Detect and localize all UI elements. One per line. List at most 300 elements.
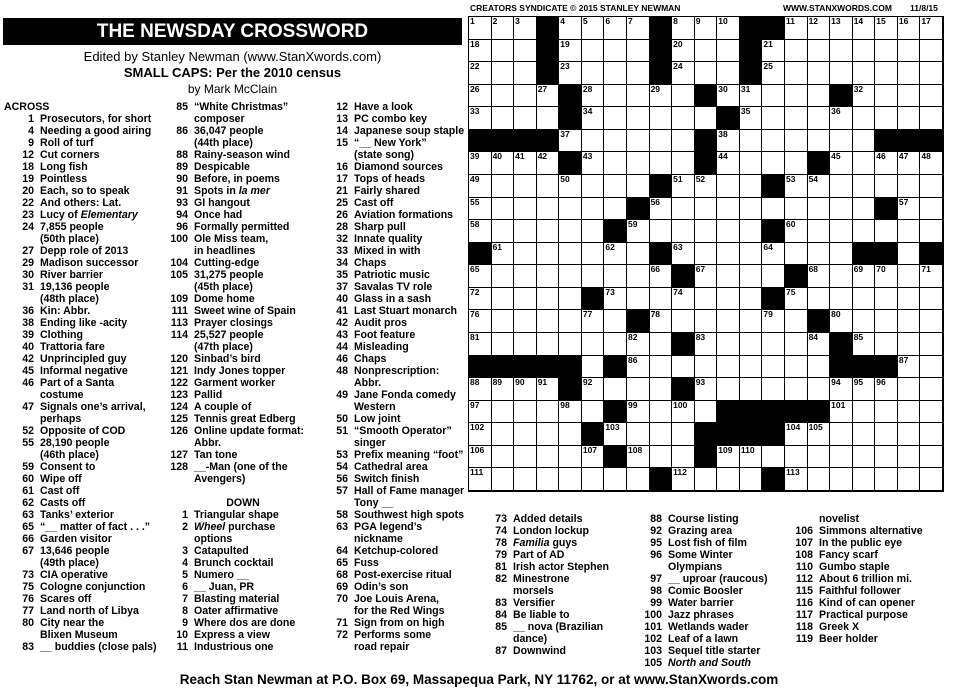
grid-cell[interactable] — [650, 378, 673, 401]
grid-cell[interactable] — [920, 85, 943, 108]
grid-cell[interactable] — [717, 152, 740, 175]
grid-cell[interactable] — [762, 310, 785, 333]
grid-cell[interactable] — [650, 198, 673, 221]
grid-cell[interactable] — [650, 310, 673, 333]
grid-cell[interactable] — [717, 40, 740, 63]
grid-cell[interactable] — [537, 85, 560, 108]
grid-cell[interactable] — [469, 265, 492, 288]
grid-cell[interactable] — [740, 288, 763, 311]
grid-cell[interactable] — [582, 220, 605, 243]
grid-cell[interactable] — [672, 243, 695, 266]
grid-cell[interactable] — [762, 356, 785, 379]
grid-cell[interactable] — [808, 17, 831, 40]
grid-cell[interactable] — [604, 40, 627, 63]
grid-cell[interactable] — [830, 446, 853, 469]
grid-cell[interactable] — [853, 130, 876, 153]
grid-cell[interactable] — [559, 288, 582, 311]
grid-cell[interactable] — [537, 288, 560, 311]
grid-cell[interactable] — [514, 378, 537, 401]
grid-cell[interactable] — [627, 152, 650, 175]
grid-cell[interactable] — [920, 152, 943, 175]
grid-cell[interactable] — [875, 378, 898, 401]
grid-cell[interactable] — [830, 40, 853, 63]
grid-cell[interactable] — [537, 220, 560, 243]
grid-cell[interactable] — [762, 333, 785, 356]
grid-cell[interactable] — [853, 401, 876, 424]
grid-cell[interactable] — [627, 446, 650, 469]
grid-cell[interactable] — [920, 356, 943, 379]
grid-cell[interactable] — [650, 107, 673, 130]
grid-cell[interactable] — [808, 175, 831, 198]
grid-cell[interactable] — [920, 468, 943, 491]
grid-cell[interactable] — [582, 265, 605, 288]
grid-cell[interactable] — [695, 175, 718, 198]
grid-cell[interactable] — [559, 243, 582, 266]
grid-cell[interactable] — [559, 446, 582, 469]
grid-cell[interactable] — [469, 288, 492, 311]
grid-cell[interactable] — [808, 468, 831, 491]
grid-cell[interactable] — [762, 130, 785, 153]
grid-cell[interactable] — [492, 175, 515, 198]
grid-cell[interactable] — [492, 152, 515, 175]
grid-cell[interactable] — [898, 265, 921, 288]
grid-cell[interactable] — [808, 423, 831, 446]
grid-cell[interactable] — [650, 333, 673, 356]
grid-cell[interactable] — [492, 265, 515, 288]
grid-cell[interactable] — [650, 130, 673, 153]
grid-cell[interactable] — [537, 310, 560, 333]
grid-cell[interactable] — [762, 85, 785, 108]
grid-cell[interactable] — [830, 107, 853, 130]
grid-cell[interactable] — [785, 220, 808, 243]
grid-cell[interactable] — [650, 220, 673, 243]
grid-cell[interactable] — [808, 220, 831, 243]
grid-cell[interactable] — [469, 310, 492, 333]
grid-cell[interactable] — [559, 310, 582, 333]
grid-cell[interactable] — [717, 130, 740, 153]
grid-cell[interactable] — [627, 40, 650, 63]
grid-cell[interactable] — [650, 265, 673, 288]
grid-cell[interactable] — [695, 40, 718, 63]
grid-cell[interactable] — [920, 310, 943, 333]
grid-cell[interactable] — [582, 107, 605, 130]
grid-cell[interactable] — [492, 288, 515, 311]
grid-cell[interactable] — [514, 40, 537, 63]
grid-cell[interactable] — [582, 378, 605, 401]
grid-cell[interactable] — [875, 17, 898, 40]
grid-cell[interactable] — [875, 310, 898, 333]
grid-cell[interactable] — [920, 17, 943, 40]
grid-cell[interactable] — [785, 40, 808, 63]
grid-cell[interactable] — [717, 446, 740, 469]
grid-cell[interactable] — [514, 17, 537, 40]
grid-cell[interactable] — [695, 288, 718, 311]
grid-cell[interactable] — [920, 446, 943, 469]
grid-cell[interactable] — [875, 40, 898, 63]
grid-cell[interactable] — [537, 378, 560, 401]
grid-cell[interactable] — [492, 401, 515, 424]
grid-cell[interactable] — [920, 175, 943, 198]
grid-cell[interactable] — [898, 243, 921, 266]
grid-cell[interactable] — [672, 356, 695, 379]
grid-cell[interactable] — [898, 220, 921, 243]
grid-cell[interactable] — [604, 333, 627, 356]
grid-cell[interactable] — [875, 175, 898, 198]
grid-cell[interactable] — [785, 85, 808, 108]
grid-cell[interactable] — [853, 310, 876, 333]
grid-cell[interactable] — [740, 107, 763, 130]
grid-cell[interactable] — [830, 62, 853, 85]
grid-cell[interactable] — [582, 85, 605, 108]
grid-cell[interactable] — [559, 130, 582, 153]
grid-cell[interactable] — [853, 175, 876, 198]
grid-cell[interactable] — [853, 265, 876, 288]
grid-cell[interactable] — [604, 198, 627, 221]
grid-cell[interactable] — [875, 62, 898, 85]
grid-cell[interactable] — [762, 107, 785, 130]
grid-cell[interactable] — [762, 152, 785, 175]
grid-cell[interactable] — [853, 17, 876, 40]
grid-cell[interactable] — [853, 220, 876, 243]
grid-cell[interactable] — [604, 423, 627, 446]
grid-cell[interactable] — [808, 62, 831, 85]
grid-cell[interactable] — [604, 62, 627, 85]
grid-cell[interactable] — [830, 288, 853, 311]
grid-cell[interactable] — [740, 152, 763, 175]
grid-cell[interactable] — [875, 333, 898, 356]
grid-cell[interactable] — [582, 40, 605, 63]
grid-cell[interactable] — [514, 62, 537, 85]
grid-cell[interactable] — [898, 288, 921, 311]
grid-cell[interactable] — [604, 265, 627, 288]
grid-cell[interactable] — [537, 175, 560, 198]
grid-cell[interactable] — [492, 446, 515, 469]
grid-cell[interactable] — [875, 107, 898, 130]
grid-cell[interactable] — [695, 356, 718, 379]
grid-cell[interactable] — [559, 468, 582, 491]
grid-cell[interactable] — [492, 310, 515, 333]
grid-cell[interactable] — [604, 130, 627, 153]
grid-cell[interactable] — [492, 40, 515, 63]
grid-cell[interactable] — [830, 265, 853, 288]
grid-cell[interactable] — [808, 107, 831, 130]
grid-cell[interactable] — [875, 468, 898, 491]
grid-cell[interactable] — [717, 198, 740, 221]
grid-cell[interactable] — [582, 17, 605, 40]
grid-cell[interactable] — [627, 85, 650, 108]
grid-cell[interactable] — [627, 243, 650, 266]
grid-cell[interactable] — [808, 85, 831, 108]
grid-cell[interactable] — [717, 356, 740, 379]
grid-cell[interactable] — [672, 175, 695, 198]
grid-cell[interactable] — [469, 40, 492, 63]
grid-cell[interactable] — [604, 175, 627, 198]
grid-cell[interactable] — [514, 152, 537, 175]
grid-cell[interactable] — [514, 107, 537, 130]
grid-cell[interactable] — [582, 62, 605, 85]
grid-cell[interactable] — [582, 333, 605, 356]
grid-cell[interactable] — [604, 468, 627, 491]
grid-cell[interactable] — [830, 378, 853, 401]
grid-cell[interactable] — [672, 220, 695, 243]
grid-cell[interactable] — [853, 333, 876, 356]
grid-cell[interactable] — [627, 356, 650, 379]
grid-cell[interactable] — [604, 243, 627, 266]
grid-cell[interactable] — [717, 62, 740, 85]
grid-cell[interactable] — [875, 446, 898, 469]
grid-cell[interactable] — [808, 130, 831, 153]
grid-cell[interactable] — [853, 107, 876, 130]
grid-cell[interactable] — [672, 446, 695, 469]
grid-cell[interactable] — [537, 423, 560, 446]
grid-cell[interactable] — [582, 243, 605, 266]
grid-cell[interactable] — [898, 378, 921, 401]
grid-cell[interactable] — [740, 220, 763, 243]
grid-cell[interactable] — [537, 468, 560, 491]
grid-cell[interactable] — [627, 17, 650, 40]
grid-cell[interactable] — [830, 130, 853, 153]
grid-cell[interactable] — [469, 423, 492, 446]
grid-cell[interactable] — [762, 265, 785, 288]
grid-cell[interactable] — [469, 85, 492, 108]
grid-cell[interactable] — [717, 288, 740, 311]
grid-cell[interactable] — [672, 130, 695, 153]
grid-cell[interactable] — [627, 130, 650, 153]
grid-cell[interactable] — [898, 423, 921, 446]
grid-cell[interactable] — [492, 220, 515, 243]
grid-cell[interactable] — [695, 378, 718, 401]
grid-cell[interactable] — [514, 401, 537, 424]
grid-cell[interactable] — [514, 333, 537, 356]
grid-cell[interactable] — [559, 423, 582, 446]
grid-cell[interactable] — [672, 107, 695, 130]
grid-cell[interactable] — [582, 198, 605, 221]
grid-cell[interactable] — [920, 333, 943, 356]
grid-cell[interactable] — [785, 152, 808, 175]
grid-cell[interactable] — [559, 175, 582, 198]
grid-cell[interactable] — [808, 265, 831, 288]
grid-cell[interactable] — [514, 243, 537, 266]
grid-cell[interactable] — [672, 288, 695, 311]
grid-cell[interactable] — [920, 198, 943, 221]
grid-cell[interactable] — [875, 152, 898, 175]
grid-cell[interactable] — [492, 423, 515, 446]
grid-cell[interactable] — [582, 152, 605, 175]
grid-cell[interactable] — [514, 85, 537, 108]
grid-cell[interactable] — [469, 62, 492, 85]
grid-cell[interactable] — [582, 175, 605, 198]
grid-cell[interactable] — [514, 468, 537, 491]
grid-cell[interactable] — [717, 243, 740, 266]
grid-cell[interactable] — [672, 468, 695, 491]
grid-cell[interactable] — [740, 243, 763, 266]
grid-cell[interactable] — [604, 310, 627, 333]
grid-cell[interactable] — [469, 198, 492, 221]
grid-cell[interactable] — [492, 85, 515, 108]
grid-cell[interactable] — [582, 356, 605, 379]
grid-cell[interactable] — [808, 378, 831, 401]
grid-cell[interactable] — [830, 17, 853, 40]
grid-cell[interactable] — [559, 333, 582, 356]
grid-cell[interactable] — [717, 175, 740, 198]
grid-cell[interactable] — [920, 40, 943, 63]
grid-cell[interactable] — [695, 310, 718, 333]
grid-cell[interactable] — [559, 220, 582, 243]
grid-cell[interactable] — [672, 310, 695, 333]
grid-cell[interactable] — [469, 401, 492, 424]
grid-cell[interactable] — [875, 423, 898, 446]
grid-cell[interactable] — [808, 356, 831, 379]
grid-cell[interactable] — [875, 288, 898, 311]
grid-cell[interactable] — [537, 243, 560, 266]
grid-cell[interactable] — [875, 85, 898, 108]
grid-cell[interactable] — [717, 333, 740, 356]
grid-cell[interactable] — [898, 85, 921, 108]
grid-cell[interactable] — [785, 107, 808, 130]
grid-cell[interactable] — [740, 130, 763, 153]
grid-cell[interactable] — [785, 423, 808, 446]
grid-cell[interactable] — [650, 446, 673, 469]
grid-cell[interactable] — [830, 243, 853, 266]
grid-cell[interactable] — [785, 62, 808, 85]
grid-cell[interactable] — [830, 310, 853, 333]
grid-cell[interactable] — [604, 107, 627, 130]
grid-cell[interactable] — [627, 378, 650, 401]
grid-cell[interactable] — [898, 62, 921, 85]
grid-cell[interactable] — [717, 85, 740, 108]
grid-cell[interactable] — [582, 468, 605, 491]
grid-cell[interactable] — [920, 423, 943, 446]
grid-cell[interactable] — [695, 220, 718, 243]
grid-cell[interactable] — [785, 378, 808, 401]
grid-cell[interactable] — [808, 333, 831, 356]
grid-cell[interactable] — [853, 62, 876, 85]
grid-cell[interactable] — [785, 243, 808, 266]
grid-cell[interactable] — [559, 17, 582, 40]
grid-cell[interactable] — [559, 198, 582, 221]
grid-cell[interactable] — [469, 17, 492, 40]
grid-cell[interactable] — [920, 265, 943, 288]
grid-cell[interactable] — [762, 446, 785, 469]
grid-cell[interactable] — [650, 356, 673, 379]
grid-cell[interactable] — [740, 333, 763, 356]
grid-cell[interactable] — [920, 378, 943, 401]
grid-cell[interactable] — [898, 17, 921, 40]
grid-cell[interactable] — [830, 423, 853, 446]
grid-cell[interactable] — [785, 446, 808, 469]
grid-cell[interactable] — [808, 40, 831, 63]
grid-cell[interactable] — [830, 175, 853, 198]
grid-cell[interactable] — [785, 130, 808, 153]
grid-cell[interactable] — [514, 175, 537, 198]
grid-cell[interactable] — [627, 265, 650, 288]
grid-cell[interactable] — [875, 401, 898, 424]
grid-cell[interactable] — [559, 265, 582, 288]
grid-cell[interactable] — [537, 265, 560, 288]
grid-cell[interactable] — [695, 333, 718, 356]
grid-cell[interactable] — [740, 198, 763, 221]
grid-cell[interactable] — [717, 265, 740, 288]
grid-cell[interactable] — [853, 152, 876, 175]
grid-cell[interactable] — [604, 152, 627, 175]
grid-cell[interactable] — [469, 175, 492, 198]
grid-cell[interactable] — [898, 401, 921, 424]
grid-cell[interactable] — [762, 40, 785, 63]
grid-cell[interactable] — [492, 378, 515, 401]
grid-cell[interactable] — [604, 288, 627, 311]
grid-cell[interactable] — [853, 85, 876, 108]
grid-cell[interactable] — [537, 401, 560, 424]
grid-cell[interactable] — [492, 62, 515, 85]
grid-cell[interactable] — [514, 446, 537, 469]
grid-cell[interactable] — [469, 378, 492, 401]
grid-cell[interactable] — [762, 62, 785, 85]
grid-cell[interactable] — [582, 310, 605, 333]
grid-cell[interactable] — [627, 175, 650, 198]
grid-cell[interactable] — [695, 62, 718, 85]
grid-cell[interactable] — [898, 175, 921, 198]
grid-cell[interactable] — [808, 446, 831, 469]
grid-cell[interactable] — [785, 356, 808, 379]
grid-cell[interactable] — [875, 265, 898, 288]
grid-cell[interactable] — [537, 198, 560, 221]
grid-cell[interactable] — [672, 423, 695, 446]
grid-cell[interactable] — [830, 220, 853, 243]
grid-cell[interactable] — [627, 220, 650, 243]
grid-cell[interactable] — [717, 310, 740, 333]
grid-cell[interactable] — [785, 310, 808, 333]
grid-cell[interactable] — [514, 423, 537, 446]
grid-cell[interactable] — [898, 446, 921, 469]
grid-cell[interactable] — [785, 333, 808, 356]
grid-cell[interactable] — [740, 378, 763, 401]
grid-cell[interactable] — [672, 152, 695, 175]
grid-cell[interactable] — [898, 333, 921, 356]
grid-cell[interactable] — [853, 446, 876, 469]
grid-cell[interactable] — [469, 220, 492, 243]
grid-cell[interactable] — [672, 198, 695, 221]
grid-cell[interactable] — [717, 220, 740, 243]
grid-cell[interactable] — [830, 198, 853, 221]
grid-cell[interactable] — [740, 310, 763, 333]
grid-cell[interactable] — [492, 107, 515, 130]
grid-cell[interactable] — [537, 446, 560, 469]
grid-cell[interactable] — [695, 401, 718, 424]
grid-cell[interactable] — [695, 17, 718, 40]
grid-cell[interactable] — [853, 198, 876, 221]
grid-cell[interactable] — [717, 468, 740, 491]
grid-cell[interactable] — [627, 401, 650, 424]
grid-cell[interactable] — [898, 40, 921, 63]
grid-cell[interactable] — [650, 152, 673, 175]
grid-cell[interactable] — [785, 175, 808, 198]
grid-cell[interactable] — [604, 17, 627, 40]
grid-cell[interactable] — [920, 401, 943, 424]
grid-cell[interactable] — [627, 107, 650, 130]
grid-cell[interactable] — [582, 401, 605, 424]
grid-cell[interactable] — [785, 17, 808, 40]
grid-cell[interactable] — [582, 446, 605, 469]
grid-cell[interactable] — [740, 175, 763, 198]
grid-cell[interactable] — [469, 468, 492, 491]
grid-cell[interactable] — [492, 468, 515, 491]
grid-cell[interactable] — [582, 130, 605, 153]
grid-cell[interactable] — [830, 152, 853, 175]
grid-cell[interactable] — [762, 198, 785, 221]
grid-cell[interactable] — [604, 378, 627, 401]
grid-cell[interactable] — [672, 40, 695, 63]
grid-cell[interactable] — [808, 198, 831, 221]
